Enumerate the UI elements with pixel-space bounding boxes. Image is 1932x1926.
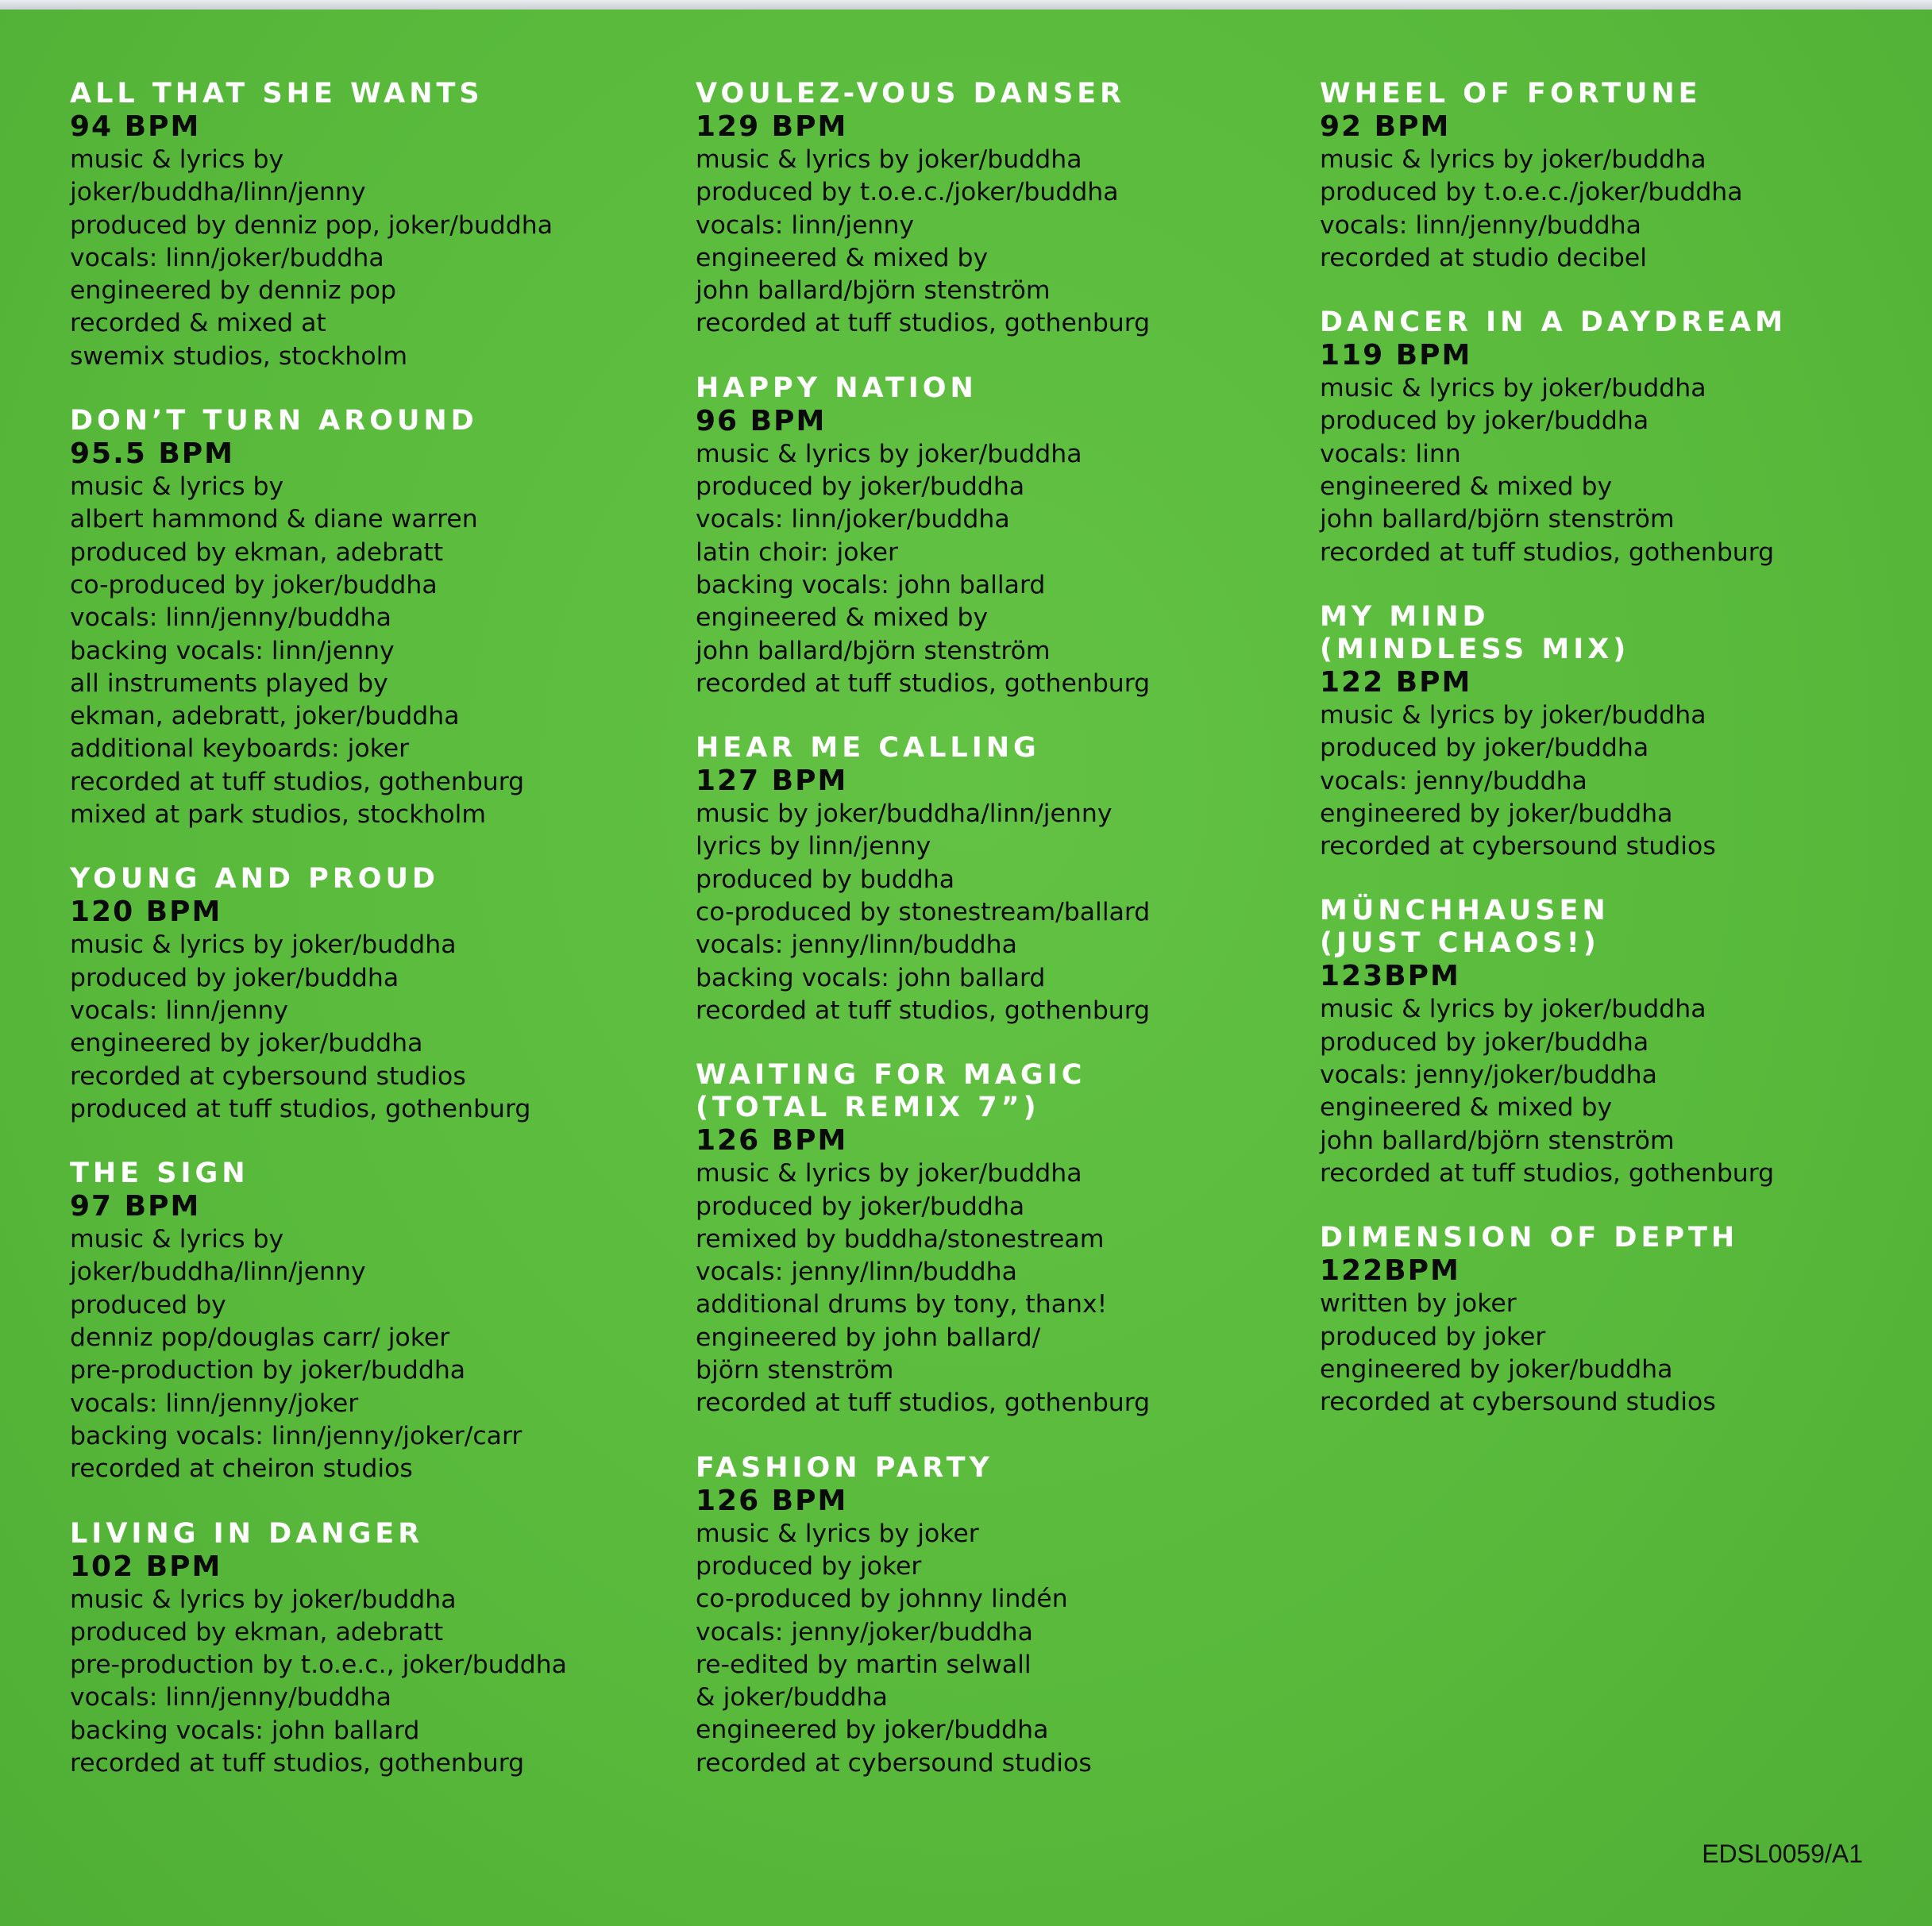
track-bpm: 126 BPM [696,1484,848,1517]
track-bpm: 120 BPM [70,896,222,929]
credit-line: pre-production by t.o.e.c., joker/buddha [70,1651,567,1680]
track-bpm: 92 BPM [1320,110,1451,143]
credit-line: co-produced by joker/buddha [70,570,438,599]
booklet-top-edge [0,0,1932,10]
credit-line: vocals: jenny/joker/buddha [1320,1061,1657,1090]
track-credit [1320,78,1923,275]
credit-line: ekman, adebratt, joker/buddha [70,702,460,731]
credit-line: remixed by buddha/stonestream [696,1224,1105,1254]
track-title: YOUNG AND PROUD [70,863,439,896]
track-title: WHEEL OF FORTUNE [1320,78,1702,110]
credit-line: produced at tuff studios, gothenburg [70,1094,531,1123]
track-bpm: 96 BPM [696,404,827,437]
track-credit [70,863,673,1126]
credit-line: co-produced by stonestream/ballard [696,898,1151,927]
track-title: DANCER IN A DAYDREAM [1320,306,1787,339]
track-credit [70,1518,673,1781]
credit-line: joker/buddha/linn/jenny [70,1258,366,1287]
credit-line: re-edited by martin selwall [696,1650,1032,1679]
credit-line: pre-production by joker/buddha [70,1356,466,1385]
track-credit [696,372,1299,700]
track-bpm: 94 BPM [70,110,201,143]
credit-line: backing vocals: john ballard [696,963,1046,992]
track-title: ALL THAT SHE WANTS [70,78,484,110]
credit-line: produced by ekman, adebratt [70,537,444,567]
credit-line: music by joker/buddha/linn/jenny [696,799,1113,829]
credit-line: music & lyrics by [70,472,284,502]
credit-line: recorded at cybersound studios [696,1748,1092,1778]
credit-line: recorded at cybersound studios [70,1061,466,1091]
credit-line: björn stenström [696,1356,894,1385]
credit-line: produced by t.o.e.c./joker/buddha [1320,178,1743,207]
credit-line: co-produced by johnny lindén [696,1585,1068,1614]
credit-line: vocals: linn/jenny/buddha [1320,210,1641,240]
track-title: DON’T TURN AROUND [70,405,478,437]
credit-line: swemix studios, stockholm [70,341,408,371]
track-credit [696,732,1299,1027]
track-credit [696,1452,1299,1780]
credit-line: engineered & mixed by [696,243,989,272]
credit-line: produced by denniz pop, joker/buddha [70,210,553,240]
credit-line: recorded at tuff studios, gothenburg [696,309,1151,338]
credit-line: vocals: linn/jenny/buddha [70,603,391,633]
track-bpm: 95.5 BPM [70,437,235,471]
credit-line: vocals: linn/joker/buddha [70,243,384,272]
credit-line: vocals: linn/jenny [696,210,915,240]
track-bpm: 119 BPM [1320,339,1472,372]
credit-line: engineered by denniz pop [70,276,396,306]
booklet-page [0,10,1932,1926]
credit-line: all instruments played by [70,668,388,698]
credit-line: engineered & mixed by [1320,1093,1613,1123]
credit-line: john ballard/björn stenström [696,636,1051,665]
credit-line: john ballard/björn stenström [1320,1126,1675,1155]
track-credit [1320,895,1923,1190]
credit-line: vocals: linn/jenny [70,996,289,1025]
credit-line: music & lyrics by [70,145,284,174]
credit-line: backing vocals: john ballard [70,1716,420,1745]
credit-line: engineered & mixed by [1320,472,1613,502]
track-title: WAITING FOR MAGIC (TOTAL REMIX 7”) [696,1059,1086,1124]
credit-line: vocals: linn/joker/buddha [696,505,1010,534]
credit-line: produced by joker [696,1551,922,1581]
track-title: LIVING IN DANGER [70,1517,424,1550]
track-credit [1320,1222,1923,1419]
credit-line: vocals: jenny/linn/buddha [696,1258,1017,1287]
credit-line: recorded at tuff studios, gothenburg [696,668,1151,698]
track-bpm: 122BPM [1320,1254,1460,1288]
track-bpm: 129 BPM [696,110,848,143]
credit-line: recorded & mixed at [70,309,326,338]
credit-line: joker/buddha/linn/jenny [70,178,366,207]
track-credit [70,78,673,373]
credit-line: produced by joker/buddha [70,963,399,992]
track-bpm: 127 BPM [696,765,848,798]
catalog-number: EDSL0059/A1 [1702,1839,1863,1868]
credit-line: produced by joker/buddha [696,472,1025,502]
credit-line: vocals: linn/jenny/joker [70,1389,359,1418]
track-credit [1320,306,1923,569]
credit-line: additional drums by tony, thanx! [696,1290,1108,1319]
credit-line: produced by joker/buddha [1320,734,1649,763]
track-bpm: 97 BPM [70,1190,201,1223]
credit-line: music & lyrics by joker/buddha [70,1585,457,1614]
track-title: VOULEZ-VOUS DANSER [696,78,1126,110]
credit-line: backing vocals: linn/jenny/joker/carr [70,1421,523,1450]
credit-line: lyrics by linn/jenny [696,832,931,861]
credit-line: backing vocals: linn/jenny [70,636,395,665]
credit-line: recorded at tuff studios, gothenburg [696,996,1151,1025]
credit-line: music & lyrics by joker/buddha [696,1159,1082,1188]
credit-line: vocals: linn/jenny/buddha [70,1683,391,1712]
credit-line: recorded at tuff studios, gothenburg [696,1389,1151,1418]
credit-line: engineered & mixed by [696,603,989,633]
track-credit [696,1059,1299,1419]
credit-line: music & lyrics by [70,1225,284,1254]
credit-line: music & lyrics by joker/buddha [1320,374,1706,403]
credit-line: produced by joker [1320,1322,1546,1351]
credit-line: recorded at cheiron studios [70,1454,413,1484]
credit-line: denniz pop/douglas carr/ joker [70,1323,450,1353]
credit-line: vocals: linn [1320,439,1461,468]
credit-line: recorded at cybersound studios [1320,1388,1716,1417]
credit-line: music & lyrics by joker/buddha [1320,145,1706,174]
track-title: THE SIGN [70,1158,249,1190]
credit-line: albert hammond & diane warren [70,505,478,534]
credit-line: produced by joker/buddha [1320,1027,1649,1057]
credit-line: additional keyboards: joker [70,734,410,764]
track-credit [70,1158,673,1485]
track-title: HEAR ME CALLING [696,732,1040,765]
track-bpm: 126 BPM [696,1124,848,1158]
credit-line: engineered by joker/buddha [1320,1354,1673,1384]
credit-line: recorded at tuff studios, gothenburg [70,767,525,796]
track-title: HAPPY NATION [696,372,978,404]
credit-line: written by joker [1320,1289,1517,1319]
credit-line: music & lyrics by joker/buddha [1320,995,1706,1024]
credit-line: vocals: jenny/joker/buddha [696,1617,1033,1647]
credit-line: recorded at tuff studios, gothenburg [70,1748,525,1778]
credits-column-3 [1320,78,1923,1450]
credits-column-1 [70,78,673,1812]
credit-line: & joker/buddha [696,1683,888,1712]
credit-line: music & lyrics by joker/buddha [1320,700,1706,730]
credit-line: music & lyrics by joker/buddha [70,930,457,960]
credit-line: engineered by joker/buddha [696,1716,1049,1745]
credit-line: latin choir: joker [696,537,898,567]
credit-line: mixed at park studios, stockholm [70,800,487,830]
credit-line: recorded at tuff studios, gothenburg [1320,537,1775,567]
credit-line: produced by joker/buddha [1320,406,1649,436]
track-credit [696,78,1299,341]
track-title: FASHION PARTY [696,1451,993,1484]
credit-line: produced by [70,1290,226,1319]
credit-line: vocals: jenny/buddha [1320,766,1587,795]
credit-line: produced by ekman, adebratt [70,1617,444,1647]
credit-line: produced by buddha [696,865,955,894]
track-title: DIMENSION OF DEPTH [1320,1222,1739,1254]
credit-line: produced by joker/buddha [696,1192,1025,1221]
credit-line: backing vocals: john ballard [696,570,1046,599]
track-title: MY MIND (MINDLESS MIX) [1320,600,1630,665]
credit-line: recorded at tuff studios, gothenburg [1320,1158,1775,1188]
credit-line: engineered by joker/buddha [1320,799,1673,828]
credit-line: recorded at studio decibel [1320,243,1648,272]
track-bpm: 123BPM [1320,960,1460,993]
credit-line: john ballard/björn stenström [696,276,1051,306]
credit-line: engineered by john ballard/ [696,1323,1041,1352]
credit-line: recorded at cybersound studios [1320,832,1716,861]
credit-line: produced by t.o.e.c./joker/buddha [696,178,1119,207]
track-title: MÜNCHHAUSEN (JUST CHAOS!) [1320,895,1610,960]
track-credit [1320,601,1923,863]
credit-line: music & lyrics by joker [696,1519,979,1548]
credit-line: music & lyrics by joker/buddha [696,145,1082,174]
track-bpm: 102 BPM [70,1550,222,1583]
track-bpm: 122 BPM [1320,665,1472,699]
credit-line: music & lyrics by joker/buddha [696,439,1082,468]
credit-line: engineered by joker/buddha [70,1029,423,1058]
credits-column-2 [696,78,1299,1812]
credit-line: john ballard/björn stenström [1320,505,1675,534]
credit-line: vocals: jenny/linn/buddha [696,930,1017,960]
track-credit [70,405,673,831]
